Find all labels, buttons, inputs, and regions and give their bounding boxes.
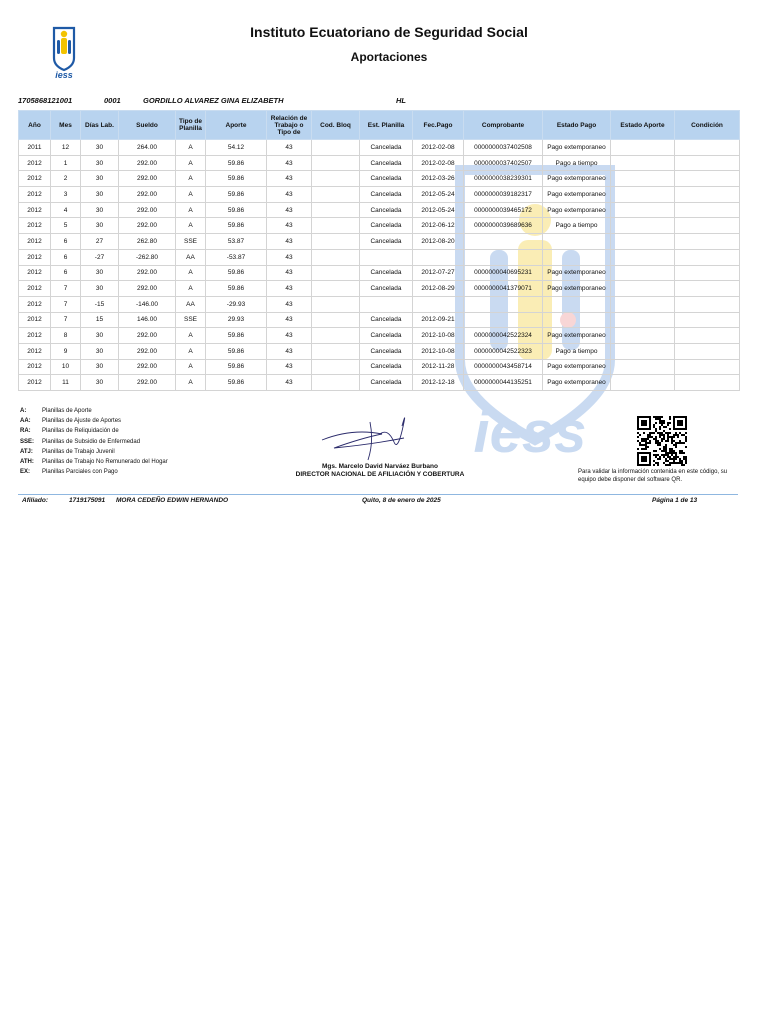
- table-cell: [675, 296, 740, 312]
- table-cell: [312, 140, 360, 156]
- table-cell: 2012-08-29: [413, 281, 464, 297]
- table-cell: 59.86: [206, 187, 267, 203]
- branch-code: 0001: [104, 96, 121, 105]
- table-cell: 292.00: [119, 187, 176, 203]
- table-cell: 43: [267, 171, 312, 187]
- table-cell: [312, 171, 360, 187]
- table-cell: 43: [267, 375, 312, 391]
- table-row: [19, 343, 740, 359]
- table-cell: 0000000043458714: [464, 359, 543, 375]
- table-cell: [312, 281, 360, 297]
- table-cell: [611, 328, 675, 344]
- table-cell: 292.00: [119, 328, 176, 344]
- table-cell: 1: [51, 155, 81, 171]
- table-cell: [360, 296, 413, 312]
- table-row: [19, 359, 740, 375]
- footer-date: Quito, 8 de enero de 2025: [362, 497, 441, 504]
- table-cell: [675, 343, 740, 359]
- table-cell: 30: [81, 155, 119, 171]
- table-cell: 54.12: [206, 140, 267, 156]
- table-cell: [312, 234, 360, 250]
- table-cell: [611, 249, 675, 265]
- table-cell: A: [176, 155, 206, 171]
- table-cell: Cancelada: [360, 171, 413, 187]
- signer-name: Mgs. Marcelo David Narváez Burbano: [322, 463, 438, 470]
- table-cell: 2012: [19, 375, 51, 391]
- table-cell: [675, 375, 740, 391]
- table-cell: Cancelada: [360, 140, 413, 156]
- table-cell: 43: [267, 202, 312, 218]
- table-cell: Cancelada: [360, 187, 413, 203]
- table-row: [19, 328, 740, 344]
- table-cell: 29.93: [206, 312, 267, 328]
- table-cell: 6: [51, 234, 81, 250]
- table-cell: [413, 296, 464, 312]
- legend-item: [20, 439, 168, 449]
- legend: [20, 408, 168, 479]
- signature: [318, 412, 428, 462]
- table-cell: [312, 218, 360, 234]
- col-payment-status: Estado Pago: [543, 111, 611, 140]
- table-cell: 292.00: [119, 281, 176, 297]
- table-cell: 264.00: [119, 140, 176, 156]
- col-payroll-type: Tipo de Planilla: [176, 111, 206, 140]
- table-cell: 0000000037402508: [464, 140, 543, 156]
- table-cell: 30: [81, 375, 119, 391]
- table-cell: 30: [81, 343, 119, 359]
- table-row: [19, 155, 740, 171]
- legend-item: [20, 418, 168, 428]
- legend-desc: Planillas de Reliquidación de: [42, 428, 119, 435]
- table-cell: 10: [51, 359, 81, 375]
- table-cell: 9: [51, 343, 81, 359]
- table-cell: 262.80: [119, 234, 176, 250]
- table-cell: 7: [51, 296, 81, 312]
- table-cell: 2011: [19, 140, 51, 156]
- table-cell: [675, 155, 740, 171]
- table-row: [19, 265, 740, 281]
- footer-label: Afiliado:: [22, 497, 48, 504]
- table-cell: 43: [267, 343, 312, 359]
- table-cell: 2012-09-21: [413, 312, 464, 328]
- watermark-text: iess: [473, 400, 587, 460]
- table-cell: 30: [81, 218, 119, 234]
- table-cell: 0000000042522324: [464, 328, 543, 344]
- table-cell: Cancelada: [360, 312, 413, 328]
- table-cell: A: [176, 375, 206, 391]
- table-cell: [312, 359, 360, 375]
- table-cell: Cancelada: [360, 202, 413, 218]
- table-cell: 2012: [19, 359, 51, 375]
- table-row: [19, 312, 740, 328]
- table-cell: [611, 155, 675, 171]
- table-cell: 0000000038239301: [464, 171, 543, 187]
- table-cell: [464, 296, 543, 312]
- table-cell: 43: [267, 312, 312, 328]
- legend-code: A:: [20, 408, 27, 414]
- table-cell: 30: [81, 359, 119, 375]
- table-cell: 2012: [19, 249, 51, 265]
- table-cell: 2012: [19, 155, 51, 171]
- institution-title: Instituto Ecuatoriano de Seguridad Social: [250, 24, 528, 40]
- table-cell: 2012-12-18: [413, 375, 464, 391]
- table-cell: 292.00: [119, 171, 176, 187]
- table-cell: -27: [81, 249, 119, 265]
- table-cell: [543, 312, 611, 328]
- table-cell: 0000000044135251: [464, 375, 543, 391]
- table-cell: Cancelada: [360, 375, 413, 391]
- table-cell: 43: [267, 281, 312, 297]
- table-cell: [611, 202, 675, 218]
- table-row: [19, 234, 740, 250]
- col-days: Días Lab.: [81, 111, 119, 140]
- table-cell: 2012-08-20: [413, 234, 464, 250]
- table-cell: 11: [51, 375, 81, 391]
- table-cell: 59.86: [206, 281, 267, 297]
- col-contribution-status: Estado Aporte: [611, 111, 675, 140]
- qr-note: Para validar la información contenida en este código, su equipo debe disponer del software QR.: [578, 469, 728, 483]
- col-year: Año: [19, 111, 51, 140]
- table-cell: Cancelada: [360, 343, 413, 359]
- table-cell: 59.86: [206, 265, 267, 281]
- legend-item: [20, 408, 168, 418]
- table-cell: 4: [51, 202, 81, 218]
- table-cell: A: [176, 343, 206, 359]
- table-cell: [464, 234, 543, 250]
- table-cell: Cancelada: [360, 359, 413, 375]
- table-cell: [611, 140, 675, 156]
- table-cell: [312, 296, 360, 312]
- table-cell: 2012: [19, 265, 51, 281]
- table-cell: [312, 265, 360, 281]
- table-cell: A: [176, 140, 206, 156]
- table-cell: [675, 265, 740, 281]
- table-cell: 59.86: [206, 171, 267, 187]
- table-cell: 6: [51, 249, 81, 265]
- table-cell: 2012-02-08: [413, 155, 464, 171]
- table-cell: 12: [51, 140, 81, 156]
- table-cell: 0000000039465172: [464, 202, 543, 218]
- table-cell: 2012-03-26: [413, 171, 464, 187]
- table-cell: 5: [51, 218, 81, 234]
- legend-desc: Planillas de Trabajo Juvenil: [42, 448, 115, 455]
- legend-code: ATJ:: [20, 448, 33, 455]
- table-cell: Cancelada: [360, 281, 413, 297]
- table-cell: Cancelada: [360, 328, 413, 344]
- table-cell: [675, 234, 740, 250]
- table-cell: [312, 249, 360, 265]
- table-cell: [312, 187, 360, 203]
- table-cell: [312, 155, 360, 171]
- table-cell: 2012: [19, 187, 51, 203]
- footer-page: Página 1 de 13: [652, 497, 698, 504]
- table-cell: [675, 187, 740, 203]
- table-cell: Pago extemporaneo: [543, 202, 611, 218]
- table-cell: 43: [267, 187, 312, 203]
- table-row: [19, 171, 740, 187]
- table-cell: [611, 312, 675, 328]
- table-cell: 0000000039689636: [464, 218, 543, 234]
- table-cell: 30: [81, 202, 119, 218]
- table-cell: 2012: [19, 296, 51, 312]
- legend-code: AA:: [20, 418, 31, 425]
- table-cell: [611, 343, 675, 359]
- table-cell: 2012: [19, 343, 51, 359]
- legend-item: [20, 428, 168, 438]
- table-cell: 43: [267, 328, 312, 344]
- table-cell: [611, 265, 675, 281]
- table-cell: [312, 312, 360, 328]
- table-cell: 59.86: [206, 375, 267, 391]
- table-cell: 292.00: [119, 202, 176, 218]
- table-cell: AA: [176, 296, 206, 312]
- table-header-row: [19, 111, 740, 140]
- table-cell: AA: [176, 249, 206, 265]
- table-cell: 2012: [19, 328, 51, 344]
- table-row: [19, 296, 740, 312]
- table-cell: -29.93: [206, 296, 267, 312]
- table-row: [19, 140, 740, 156]
- table-cell: 7: [51, 312, 81, 328]
- table-cell: 53.87: [206, 234, 267, 250]
- table-cell: A: [176, 328, 206, 344]
- contributions-table: [18, 110, 740, 391]
- table-cell: [464, 312, 543, 328]
- table-cell: Pago extemporaneo: [543, 359, 611, 375]
- table-cell: Pago extemporaneo: [543, 187, 611, 203]
- table-cell: 59.86: [206, 328, 267, 344]
- table-cell: 7: [51, 281, 81, 297]
- table-cell: [312, 375, 360, 391]
- table-cell: 43: [267, 359, 312, 375]
- table-cell: Cancelada: [360, 265, 413, 281]
- table-cell: 2012: [19, 281, 51, 297]
- signer-title: DIRECTOR NACIONAL DE AFILIACIÓN Y COBERTURA: [295, 471, 465, 478]
- table-cell: 2012-10-08: [413, 328, 464, 344]
- table-cell: [675, 328, 740, 344]
- table-cell: 59.86: [206, 359, 267, 375]
- table-cell: 43: [267, 218, 312, 234]
- col-receipt: Comprobante: [464, 111, 543, 140]
- table-cell: 27: [81, 234, 119, 250]
- table-cell: -53.87: [206, 249, 267, 265]
- table-cell: 292.00: [119, 265, 176, 281]
- table-cell: 0000000039182317: [464, 187, 543, 203]
- table-cell: 292.00: [119, 375, 176, 391]
- table-cell: SSE: [176, 312, 206, 328]
- table-cell: 2012: [19, 234, 51, 250]
- legend-item: [20, 449, 168, 459]
- legend-code: ATH:: [20, 458, 34, 465]
- table-cell: 2012: [19, 218, 51, 234]
- table-cell: 2012-05-24: [413, 187, 464, 203]
- table-cell: 43: [267, 265, 312, 281]
- table-row: [19, 281, 740, 297]
- table-cell: 2012-11-28: [413, 359, 464, 375]
- table-cell: [611, 375, 675, 391]
- page-subtitle: Aportaciones: [350, 50, 428, 64]
- table-cell: 0000000041379071: [464, 281, 543, 297]
- table-cell: [611, 281, 675, 297]
- employer-name: GORDILLO ALVAREZ GINA ELIZABETH: [143, 96, 284, 105]
- table-cell: 2012-06-12: [413, 218, 464, 234]
- table-cell: -15: [81, 296, 119, 312]
- table-cell: [611, 187, 675, 203]
- table-cell: A: [176, 218, 206, 234]
- table-cell: 2012-02-08: [413, 140, 464, 156]
- col-contribution: Aporte: [206, 111, 267, 140]
- table-cell: [611, 218, 675, 234]
- table-cell: Cancelada: [360, 155, 413, 171]
- table-cell: 0000000037402507: [464, 155, 543, 171]
- col-block-code: Cod. Bloq: [312, 111, 360, 140]
- table-cell: [611, 171, 675, 187]
- table-cell: 30: [81, 281, 119, 297]
- table-cell: 15: [81, 312, 119, 328]
- legend-code: SSE:: [20, 438, 35, 445]
- footer-divider: [18, 494, 738, 495]
- table-cell: 43: [267, 234, 312, 250]
- table-cell: [611, 296, 675, 312]
- employer-code: HL: [396, 96, 406, 105]
- legend-code: RA:: [20, 428, 31, 435]
- table-cell: [675, 140, 740, 156]
- table-cell: [675, 312, 740, 328]
- table-cell: Pago extemporaneo: [543, 265, 611, 281]
- table-cell: 8: [51, 328, 81, 344]
- table-cell: [543, 234, 611, 250]
- table-cell: -146.00: [119, 296, 176, 312]
- table-cell: 2: [51, 171, 81, 187]
- table-cell: 2012-05-24: [413, 202, 464, 218]
- table-row: [19, 249, 740, 265]
- table-row: [19, 375, 740, 391]
- table-cell: 3: [51, 187, 81, 203]
- col-payroll-status: Est. Planilla: [360, 111, 413, 140]
- employer-id: 1705868121001: [18, 96, 73, 105]
- table-cell: [611, 359, 675, 375]
- table-cell: 0000000040695231: [464, 265, 543, 281]
- table-cell: Pago extemporaneo: [543, 281, 611, 297]
- table-cell: 59.86: [206, 343, 267, 359]
- table-body: [19, 140, 740, 391]
- col-condition: Condición: [675, 111, 740, 140]
- table-cell: [312, 343, 360, 359]
- table-cell: Pago extemporaneo: [543, 171, 611, 187]
- table-cell: [675, 281, 740, 297]
- table-cell: [413, 249, 464, 265]
- table-cell: [312, 328, 360, 344]
- table-cell: 43: [267, 249, 312, 265]
- footer-affiliate-name: MORA CEDEÑO EDWIN HERNANDO: [116, 497, 229, 504]
- table-cell: A: [176, 281, 206, 297]
- table-cell: Pago extemporaneo: [543, 375, 611, 391]
- table-row: [19, 202, 740, 218]
- table-cell: 30: [81, 140, 119, 156]
- legend-desc: Planillas de Ajuste de Aportes: [42, 418, 122, 425]
- legend-desc: Planillas de Aporte: [42, 408, 92, 414]
- table-cell: 59.86: [206, 155, 267, 171]
- table-cell: 2012-10-08: [413, 343, 464, 359]
- logo-text: iess: [55, 70, 73, 80]
- table-cell: 2012: [19, 202, 51, 218]
- table-cell: 43: [267, 296, 312, 312]
- table-cell: 292.00: [119, 218, 176, 234]
- table-cell: 43: [267, 155, 312, 171]
- table-cell: 30: [81, 187, 119, 203]
- col-work-relation: Relación de Trabajo o Tipo de: [267, 111, 312, 140]
- table-cell: Pago a tiempo: [543, 343, 611, 359]
- table-cell: A: [176, 187, 206, 203]
- table-cell: A: [176, 202, 206, 218]
- table-cell: A: [176, 171, 206, 187]
- col-salary: Sueldo: [119, 111, 176, 140]
- table-cell: 2012: [19, 312, 51, 328]
- table-cell: -262.80: [119, 249, 176, 265]
- legend-code: EX:: [20, 469, 31, 476]
- table-cell: [543, 296, 611, 312]
- table-cell: 59.86: [206, 202, 267, 218]
- legend-desc: Planillas de Trabajo No Remunerado del Hogar: [42, 458, 168, 465]
- table-cell: [611, 234, 675, 250]
- table-cell: Pago extemporaneo: [543, 140, 611, 156]
- table-cell: [312, 202, 360, 218]
- table-cell: [464, 249, 543, 265]
- legend-item: [20, 469, 168, 479]
- table-cell: [675, 359, 740, 375]
- table-cell: 30: [81, 265, 119, 281]
- table-cell: 2012-07-27: [413, 265, 464, 281]
- table-cell: [675, 249, 740, 265]
- table-cell: 6: [51, 265, 81, 281]
- table-cell: 292.00: [119, 343, 176, 359]
- legend-item: [20, 459, 168, 469]
- table-row: [19, 218, 740, 234]
- table-cell: 43: [267, 140, 312, 156]
- table-cell: [675, 218, 740, 234]
- table-cell: 30: [81, 171, 119, 187]
- table-cell: 0000000042522323: [464, 343, 543, 359]
- table-cell: 59.86: [206, 218, 267, 234]
- table-cell: 292.00: [119, 155, 176, 171]
- table-cell: 30: [81, 328, 119, 344]
- table-cell: A: [176, 265, 206, 281]
- table-cell: [543, 249, 611, 265]
- legend-desc: Planillas de Subsidio de Enfermedad: [42, 438, 141, 445]
- table-cell: A: [176, 359, 206, 375]
- qr-code-icon: [637, 416, 687, 466]
- col-month: Mes: [51, 111, 81, 140]
- footer-affiliate-id: 1719175091: [69, 497, 106, 504]
- col-payment-date: Fec.Pago: [413, 111, 464, 140]
- table-cell: Pago a tiempo: [543, 218, 611, 234]
- table-cell: [360, 249, 413, 265]
- table-cell: 2012: [19, 171, 51, 187]
- table-cell: Pago extemporaneo: [543, 328, 611, 344]
- table-cell: 146.00: [119, 312, 176, 328]
- legend-desc: Planillas Parciales con Pago: [42, 469, 118, 476]
- table-cell: Pago a tiempo: [543, 155, 611, 171]
- table-row: [19, 187, 740, 203]
- table-cell: [675, 202, 740, 218]
- table-cell: SSE: [176, 234, 206, 250]
- table-cell: Cancelada: [360, 218, 413, 234]
- table-cell: [675, 171, 740, 187]
- table-cell: 292.00: [119, 359, 176, 375]
- table-cell: Cancelada: [360, 234, 413, 250]
